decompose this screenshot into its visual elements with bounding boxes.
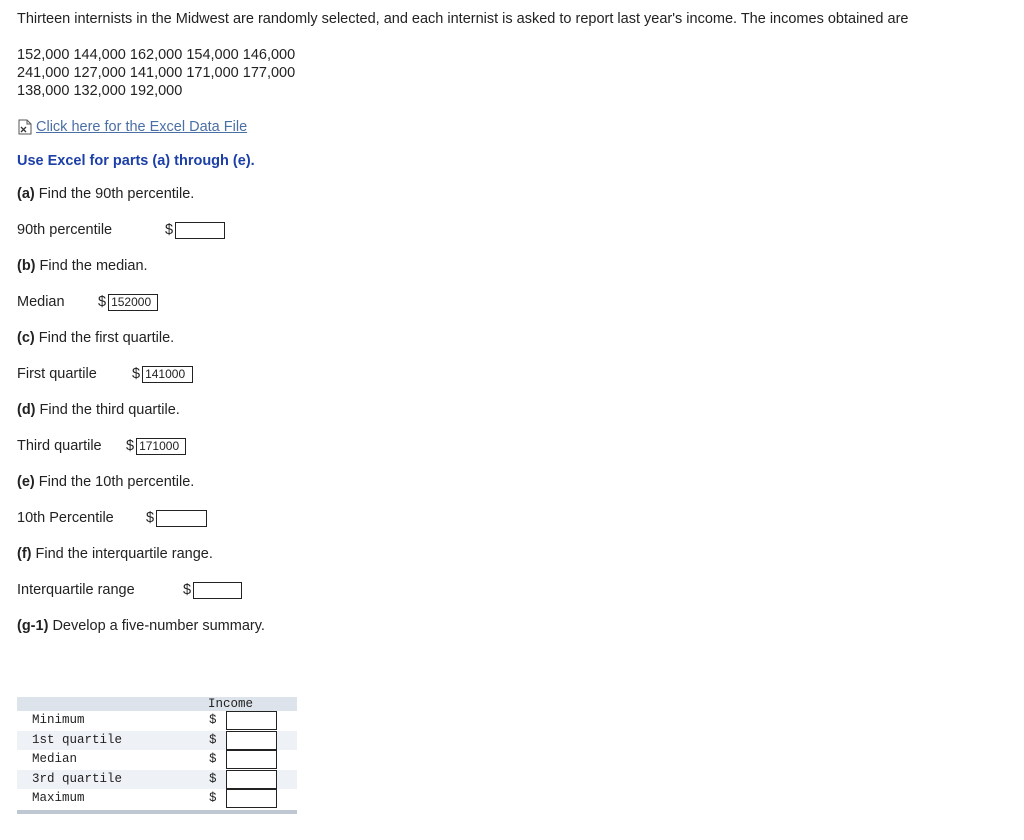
currency-symbol: $ [165,222,174,238]
table-row [17,770,297,790]
question-b [17,258,1007,274]
row-label: Maximum [32,791,85,806]
data-line: 241,000 127,000 141,000 171,000 177,000 [17,65,296,81]
question-text: Find the median. [39,258,148,274]
answer-label: Third quartile [17,438,102,454]
problem-intro: Thirteen internists in the Midwest are randomly selected, and each internist is asked to report last year's income. The incomes obtained are [17,11,909,27]
row-label: Minimum [32,713,85,727]
minimum-input[interactable] [226,711,277,730]
part-tag: (b) [17,258,36,274]
currency-symbol: $ [209,791,217,806]
question-e [17,474,1007,490]
question-f [17,546,1007,562]
table-row [17,789,297,809]
answer-row-a [17,219,1007,241]
part-tag: (d) [17,402,36,418]
currency-symbol: $ [209,732,217,747]
percentile-10-input[interactable] [156,510,207,527]
problem-page [17,10,1007,634]
five-number-summary-table [17,697,297,814]
answer-label: 10th Percentile [17,510,114,526]
part-tag: (c) [17,330,35,346]
part-tag: (f) [17,546,32,562]
table-row [17,731,297,751]
currency-symbol: $ [126,438,135,454]
third-quartile-input[interactable]: 171000 [136,438,186,455]
answer-row-f [17,579,1007,601]
median-input[interactable]: 152000 [108,294,158,311]
question-a [17,186,1007,202]
answer-row-c [17,363,1007,385]
percentile-90-input[interactable] [175,222,225,239]
row-label: 3rd quartile [32,771,123,786]
maximum-input[interactable] [226,789,277,808]
row-label: 1st quartile [32,732,123,747]
first-quartile-summary-input[interactable] [226,731,277,750]
currency-symbol: $ [146,510,155,526]
excel-instruction: Use Excel for parts (a) through (e). [17,153,255,169]
income-column-header: Income [208,697,254,711]
question-text: Find the 90th percentile. [38,186,195,202]
currency-symbol: $ [98,294,107,310]
currency-symbol: $ [183,582,192,598]
question-c [17,330,1007,346]
income-data [17,46,1007,100]
question-text: Find the third quartile. [39,402,180,418]
answer-label: 90th percentile [17,222,113,238]
data-line: 152,000 144,000 162,000 154,000 146,000 [17,47,296,63]
table-row [17,711,297,731]
part-tag: (e) [17,474,35,490]
answer-label: Interquartile range [17,582,135,598]
part-tag: (g-1) [17,618,49,634]
table-footer-bar [17,810,297,814]
answer-label: First quartile [17,366,97,382]
answer-row-b [17,291,1007,313]
document-icon [17,119,33,135]
currency-symbol: $ [209,771,217,786]
median-summary-input[interactable] [226,750,277,769]
currency-symbol: $ [132,366,141,382]
part-tag: (a) [17,186,35,202]
first-quartile-input[interactable]: 141000 [142,366,193,383]
question-text: Find the first quartile. [38,330,175,346]
currency-symbol: $ [209,713,217,727]
row-label: Median [32,752,78,767]
table-row [17,750,297,770]
answer-row-d [17,435,1007,457]
data-line: 138,000 132,000 192,000 [17,83,183,99]
question-text: Develop a five-number summary. [52,618,265,634]
excel-file-row[interactable] [17,117,1007,137]
third-quartile-summary-input[interactable] [226,770,277,789]
question-d [17,402,1007,418]
iqr-input[interactable] [193,582,242,599]
question-g1 [17,618,1007,634]
excel-data-link[interactable]: Click here for the Excel Data File [36,119,248,135]
answer-label: Median [17,294,65,310]
question-text: Find the 10th percentile. [38,474,195,490]
currency-symbol: $ [209,752,217,767]
question-text: Find the interquartile range. [35,546,213,562]
answer-row-e [17,507,1007,529]
table-header [17,697,297,711]
